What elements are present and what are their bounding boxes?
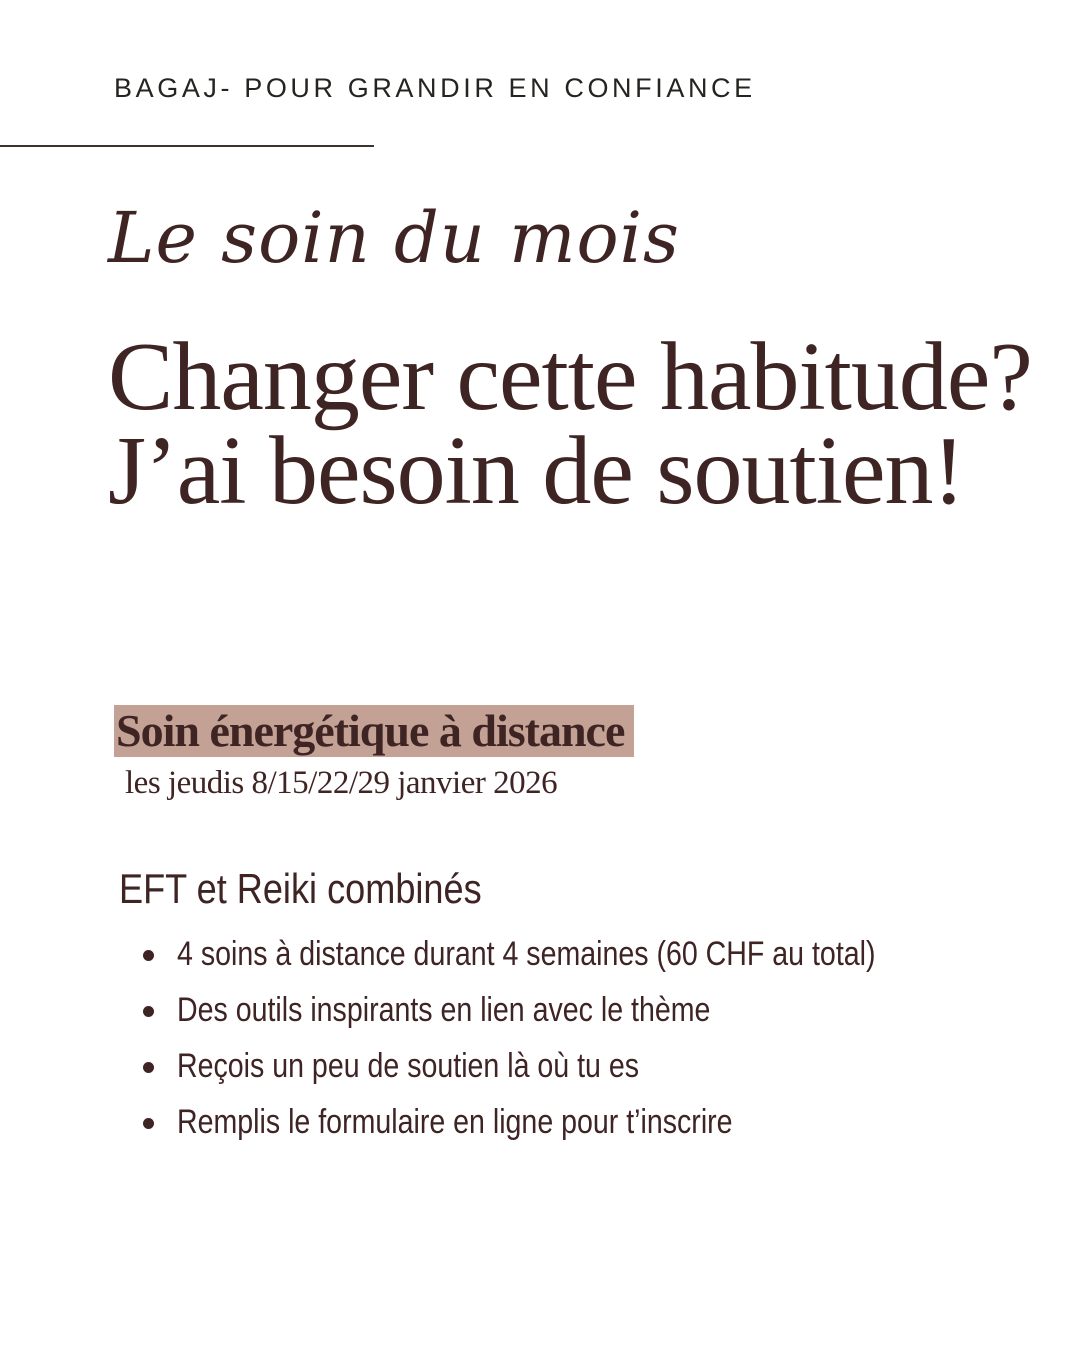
divider-line — [0, 145, 374, 147]
highlighted-service-title: Soin énergétique à distance — [114, 705, 634, 757]
bullet-dot-icon — [143, 950, 154, 961]
list-item-text: Des outils inspirants en lien avec le thème — [177, 991, 711, 1029]
script-title: Le soin du mois — [108, 197, 680, 279]
list-item-text: 4 soins à distance durant 4 semaines (60 CHF au total) — [177, 935, 876, 973]
method-subtitle: EFT et Reiki combinés — [119, 865, 482, 912]
bullet-dot-icon — [143, 1062, 154, 1073]
bullet-dot-icon — [143, 1006, 154, 1017]
headline: Changer cette habitude? J’ai besoin de soutien! — [108, 323, 1032, 525]
session-dates: les jeudis 8/15/22/29 janvier 2026 — [125, 765, 558, 801]
list-item-text: Remplis le formulaire en ligne pour t’inscrire — [177, 1103, 733, 1141]
list-item-text: Reçois un peu de soutien là où tu es — [177, 1047, 640, 1085]
bullet-dot-icon — [143, 1118, 154, 1129]
brand-tagline: BAGAJ- POUR GRANDIR EN CONFIANCE — [114, 73, 756, 103]
